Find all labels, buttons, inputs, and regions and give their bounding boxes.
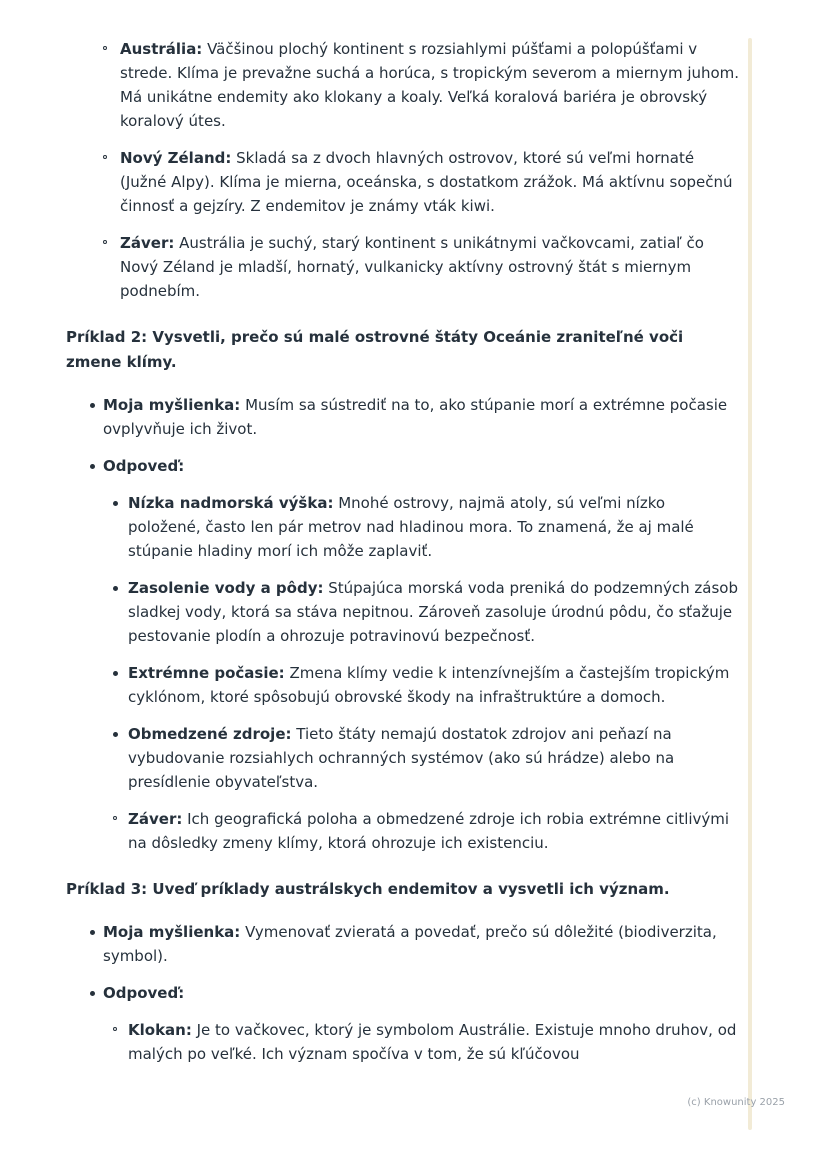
item-label: Nízka nadmorská výška: bbox=[128, 494, 334, 512]
item-label: Nový Zéland: bbox=[120, 149, 232, 167]
list-item-australia bbox=[66, 37, 740, 133]
item-label: Záver: bbox=[128, 810, 183, 828]
document-content bbox=[66, 37, 740, 1079]
priklad2-list bbox=[66, 393, 740, 855]
item-text: Ich geografická poloha a obmedzené zdroje ich robia extrémne citlivými na dôsledky zmeny klímy, ktorá ohrozuje ich existenciu. bbox=[128, 810, 730, 852]
disc-bullet-icon bbox=[113, 671, 118, 676]
circle-bullet-icon bbox=[113, 1027, 117, 1031]
list-item-zaver bbox=[66, 231, 740, 303]
list-item-moja-myslienka bbox=[66, 393, 740, 441]
item-label: Klokan: bbox=[128, 1021, 192, 1039]
disc-bullet-icon bbox=[90, 403, 95, 408]
item-text: Skladá sa z dvoch hlavných ostrovov, ktoré sú veľmi hornaté (Južné Alpy). Klíma je mierna, oceánska, s dostatkom zrážok. Má aktívnu sopečnú činnosť a gejzíry. Z endemitov je známy vták kiwi. bbox=[120, 149, 733, 215]
item-label: Záver: bbox=[120, 234, 175, 252]
circle-bullet-icon bbox=[103, 46, 107, 50]
priklad3-list bbox=[66, 920, 740, 1066]
item-text: Mnohé ostrovy, najmä atoly, sú veľmi nízko položené, často len pár metrov nad hladinou mora. To znamená, že aj malé stúpanie hladiny morí ich môže zaplaviť. bbox=[128, 494, 694, 560]
heading-priklad-3: Príklad 3: Uveď príklady austrálskych endemitov a vysvetli ich význam. bbox=[66, 880, 670, 898]
list-item-klokan bbox=[103, 1018, 740, 1066]
list-item-nizka-vyska bbox=[103, 491, 740, 563]
disc-bullet-icon bbox=[90, 464, 95, 469]
priklad2-answer-points bbox=[103, 491, 740, 794]
item-text: Musím sa sústrediť na to, ako stúpanie morí a extrémne počasie ovplyvňuje ich život. bbox=[103, 396, 728, 438]
item-label: Moja myšlienka: bbox=[103, 396, 241, 414]
list-item-moja-myslienka bbox=[66, 920, 740, 968]
item-text: Je to vačkovec, ktorý je symbolom Austrálie. Existuje mnoho druhov, od malých po veľké. Ich význam spočíva v tom, že sú kľúčovou bbox=[128, 1021, 737, 1063]
item-label: Obmedzené zdroje: bbox=[128, 725, 292, 743]
list-item-obmedzene-zdroje bbox=[103, 722, 740, 794]
disc-bullet-icon bbox=[90, 930, 95, 935]
list-item-odpoved bbox=[66, 981, 740, 1066]
circle-bullet-icon bbox=[113, 816, 117, 820]
item-text: Austrália je suchý, starý kontinent s unikátnymi vačkovcami, zatiaľ čo Nový Zéland je mladší, hornatý, vulkanicky aktívny ostrovný štát s miernym podnebím. bbox=[120, 234, 704, 300]
heading-priklad-2: Príklad 2: Vysvetli, prečo sú malé ostrovné štáty Oceánie zraniteľné voči zmene klímy. bbox=[66, 328, 684, 371]
item-label: Austrália: bbox=[120, 40, 203, 58]
list-item-zasolenie bbox=[103, 576, 740, 648]
item-label: Odpoveď: bbox=[103, 984, 185, 1002]
australia-newzealand-list bbox=[66, 37, 740, 303]
circle-bullet-icon bbox=[103, 155, 107, 159]
item-label: Zasolenie vody a pôdy: bbox=[128, 579, 324, 597]
circle-bullet-icon bbox=[103, 240, 107, 244]
priklad3-answer-points bbox=[103, 1018, 740, 1066]
disc-bullet-icon bbox=[113, 732, 118, 737]
item-label: Odpoveď: bbox=[103, 457, 185, 475]
disc-bullet-icon bbox=[113, 586, 118, 591]
list-item-novy-zeland bbox=[66, 146, 740, 218]
list-item-odpoved bbox=[66, 454, 740, 855]
item-text: Stúpajúca morská voda preniká do podzemných zásob sladkej vody, ktorá sa stáva nepitnou. Zároveň zasoluje úrodnú pôdu, čo sťažuje pestovanie plodín a ohrozuje potravinovú bezpečnosť. bbox=[128, 579, 738, 645]
disc-bullet-icon bbox=[113, 501, 118, 506]
item-text: Vymenovať zvieratá a povedať, prečo sú dôležité (biodiverzita, symbol). bbox=[103, 923, 717, 965]
list-item-zaver bbox=[103, 807, 740, 855]
item-text: Tieto štáty nemajú dostatok zdrojov ani peňazí na vybudovanie rozsiahlych ochranných systémov (ako sú hrádze) alebo na presídlenie obyvateľstva. bbox=[128, 725, 675, 791]
disc-bullet-icon bbox=[90, 991, 95, 996]
item-label: Moja myšlienka: bbox=[103, 923, 241, 941]
item-text: Zmena klímy vedie k intenzívnejším a častejším tropickým cyklónom, ktoré spôsobujú obrovské škody na infraštruktúre a domoch. bbox=[128, 664, 730, 706]
item-text: Väčšinou plochý kontinent s rozsiahlymi púšťami a polopúšťami v strede. Klíma je prevažne suchá a horúca, s tropickým severom a miernym juhom. Má unikátne endemity ako klokany a koaly. Veľká koralová bariéra je obrovský koralový útes. bbox=[120, 40, 740, 130]
page-accent-line bbox=[748, 38, 752, 1130]
list-item-extremne-pocasie bbox=[103, 661, 740, 709]
priklad2-conclusion-list bbox=[103, 807, 740, 855]
item-label: Extrémne počasie: bbox=[128, 664, 285, 682]
footer-copyright: (c) Knowunity 2025 bbox=[687, 1097, 785, 1108]
